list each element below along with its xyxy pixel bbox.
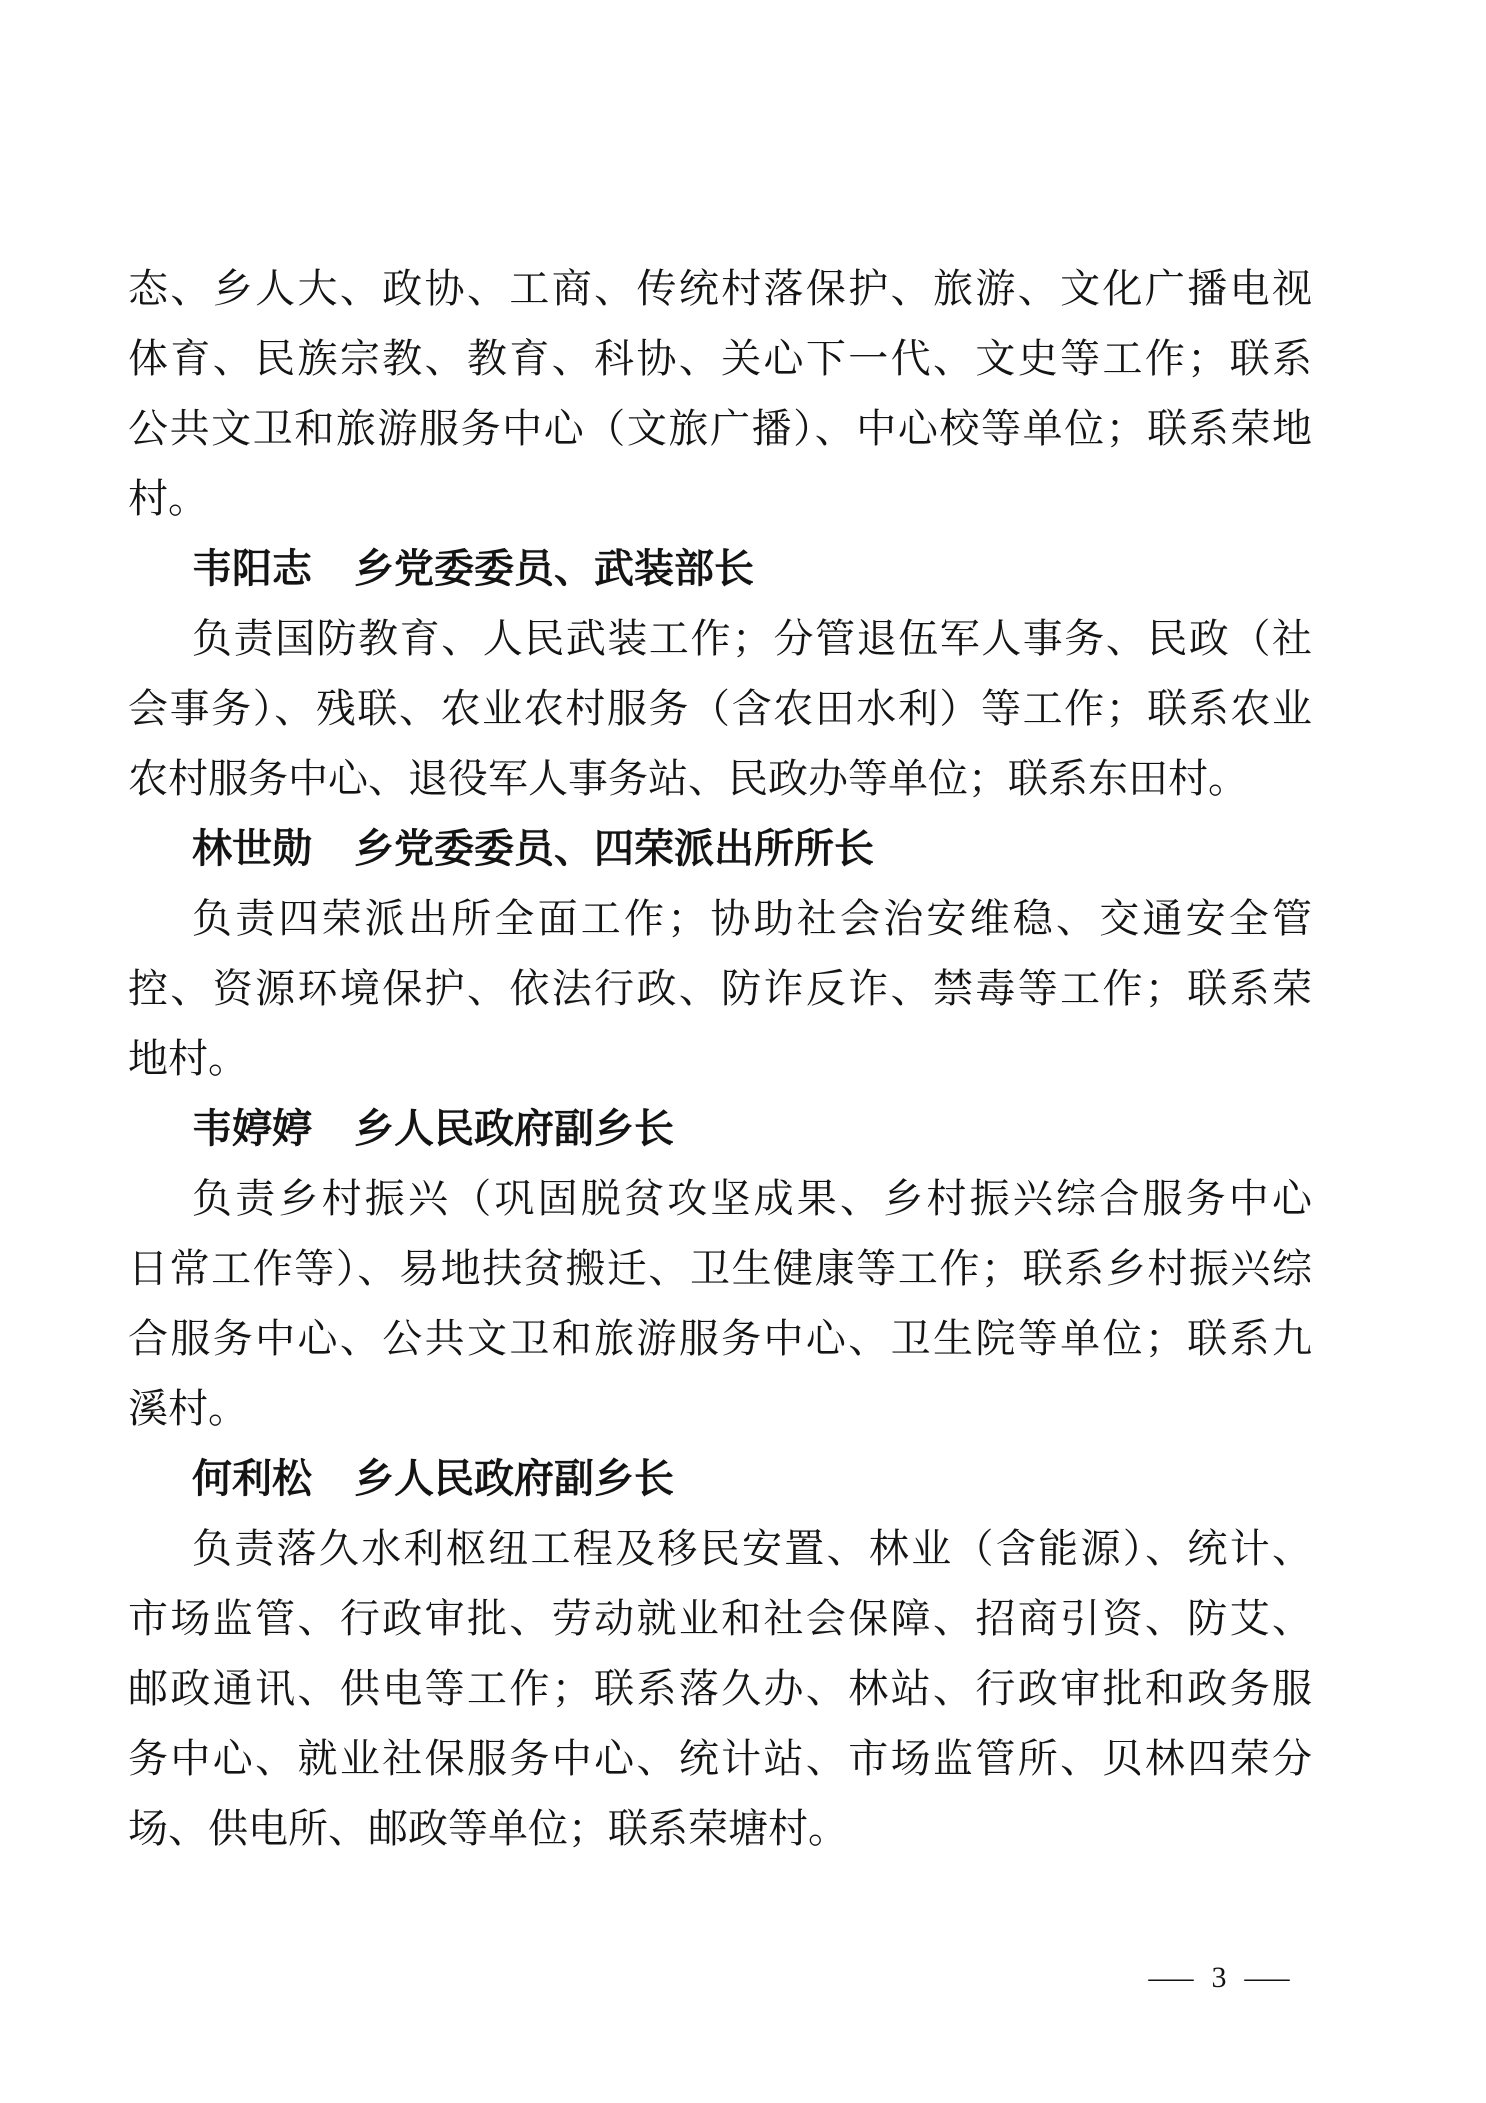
- body-text-line: 场、供电所、邮政等单位；联系荣塘村。: [128, 1806, 848, 1851]
- body-text-line: 市场监管、行政审批、劳动就业和社会保障、招商引资、防艾、: [128, 1596, 1312, 1641]
- body-text-line: 会事务）、残联、农业农村服务（含农田水利）等工作；联系农业: [128, 686, 1312, 731]
- official-title: 乡党委委员、武装部长: [354, 546, 754, 591]
- body-text-line: 体育、民族宗教、教育、科协、关心下一代、文史等工作；联系: [128, 336, 1312, 381]
- official-title: 乡党委委员、四荣派出所所长: [354, 826, 874, 871]
- document-body: [128, 254, 1312, 1864]
- body-text-line: 公共文卫和旅游服务中心（文旅广播）、中心校等单位；联系荣地: [128, 406, 1312, 451]
- official-name: 何利松: [192, 1456, 312, 1501]
- official-heading: [128, 814, 1312, 884]
- official-name: 林世勋: [192, 826, 312, 871]
- official-name: 韦婷婷: [192, 1106, 312, 1151]
- official-name: 韦阳志: [192, 546, 312, 591]
- body-text-line: 农村服务中心、退役军人事务站、民政办等单位；联系东田村。: [128, 756, 1248, 801]
- body-text-line: 负责乡村振兴（巩固脱贫攻坚成果、乡村振兴综合服务中心: [192, 1176, 1312, 1221]
- body-text-line: 村。: [128, 476, 208, 521]
- official-title: 乡人民政府副乡长: [354, 1106, 674, 1151]
- body-text-line: 负责落久水利枢纽工程及移民安置、林业（含能源）、统计、: [192, 1526, 1312, 1571]
- official-heading: [128, 534, 1312, 604]
- body-text-line: 合服务中心、公共文卫和旅游服务中心、卫生院等单位；联系九: [128, 1316, 1312, 1361]
- page-number-footer: [1148, 1958, 1290, 1998]
- official-heading: [128, 1094, 1312, 1164]
- official-title: 乡人民政府副乡长: [354, 1456, 674, 1501]
- page-number: 3: [1211, 1961, 1227, 1994]
- body-text-line: 负责国防教育、人民武装工作；分管退伍军人事务、民政（社: [192, 616, 1312, 661]
- body-text-line: 日常工作等）、易地扶贫搬迁、卫生健康等工作；联系乡村振兴综: [128, 1246, 1312, 1291]
- page-number-dash-right: —: [1244, 1961, 1290, 1994]
- page-number-dash-left: —: [1148, 1961, 1194, 1994]
- body-text-line: 负责四荣派出所全面工作；协助社会治安维稳、交通安全管: [192, 896, 1312, 941]
- body-text-line: 邮政通讯、供电等工作；联系落久办、林站、行政审批和政务服: [128, 1666, 1312, 1711]
- body-text-line: 务中心、就业社保服务中心、统计站、市场监管所、贝林四荣分: [128, 1736, 1312, 1781]
- body-text-line: 溪村。: [128, 1386, 248, 1431]
- body-text-line: 控、资源环境保护、依法行政、防诈反诈、禁毒等工作；联系荣: [128, 966, 1312, 1011]
- body-text-line: 态、乡人大、政协、工商、传统村落保护、旅游、文化广播电视: [128, 266, 1312, 311]
- official-heading: [128, 1444, 1312, 1514]
- body-text-line: 地村。: [128, 1036, 248, 1081]
